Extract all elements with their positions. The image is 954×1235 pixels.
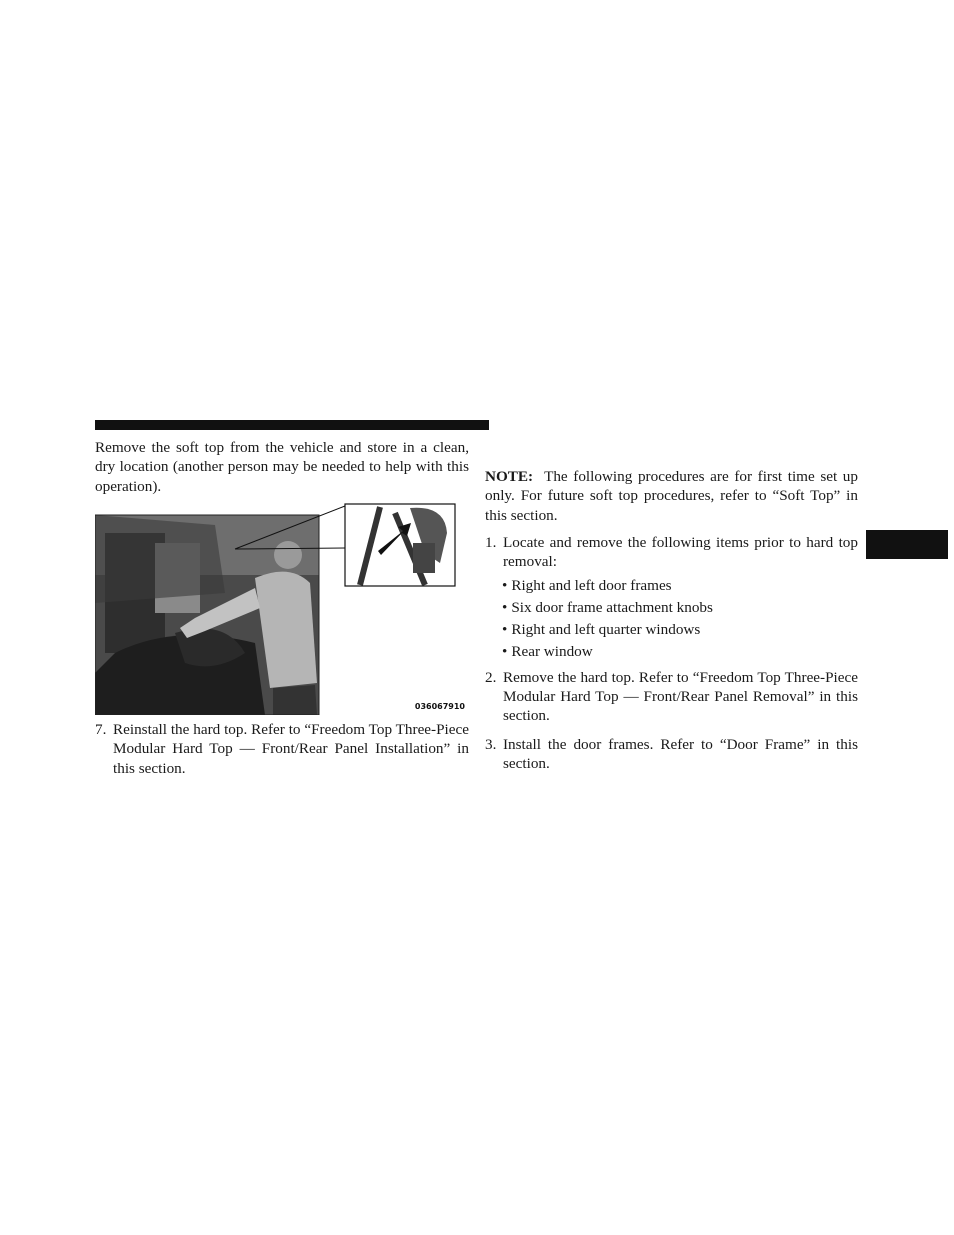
- step-text: Locate and remove the following items prior to hard top removal:: [503, 534, 858, 571]
- step-text: Reinstall the hard top. Refer to “Freedom Top Three-Piece Modular Hard Top — Front/Rear Panel Installation” in this section.: [113, 721, 469, 777]
- soft-top-removal-illustration: [95, 503, 469, 715]
- intro-paragraph: [95, 438, 469, 496]
- figure-code: 036067910: [414, 702, 465, 711]
- list-item: [485, 735, 858, 774]
- step-number: 3.: [485, 735, 497, 753]
- step-text: Install the door frames. Refer to “Door Frame” in this section.: [503, 735, 858, 773]
- list-item: [95, 720, 469, 778]
- bullet-item: • Rear window: [502, 642, 858, 661]
- step-number: 2.: [485, 668, 497, 686]
- removal-items-list: [485, 576, 858, 662]
- note-text: The following procedures are for first time set up only. For future soft top procedures, refer to “Soft Top” in this section.: [485, 468, 858, 524]
- section-rule: [95, 420, 489, 430]
- bullet-item: • Right and left door frames: [502, 576, 858, 595]
- list-item: [485, 533, 858, 572]
- bullet-item: • Six door frame attachment knobs: [502, 598, 858, 617]
- note-label: NOTE:: [485, 468, 534, 485]
- bullet-item: • Right and left quarter windows: [502, 620, 858, 639]
- intro-text: Remove the soft top from the vehicle and store in a clean, dry location (another person may be needed to help with this operation).: [95, 439, 469, 495]
- chapter-tab: [866, 530, 948, 559]
- right-steps: [485, 533, 858, 774]
- step-number: 1.: [485, 534, 497, 551]
- left-steps: [95, 720, 469, 778]
- step-text: Remove the hard top. Refer to “Freedom Top Three-Piece Modular Hard Top — Front/Rear Panel Removal” in this section.: [503, 668, 858, 725]
- list-item: [485, 668, 858, 726]
- note-paragraph: [485, 467, 858, 525]
- step-number: 7.: [95, 721, 107, 738]
